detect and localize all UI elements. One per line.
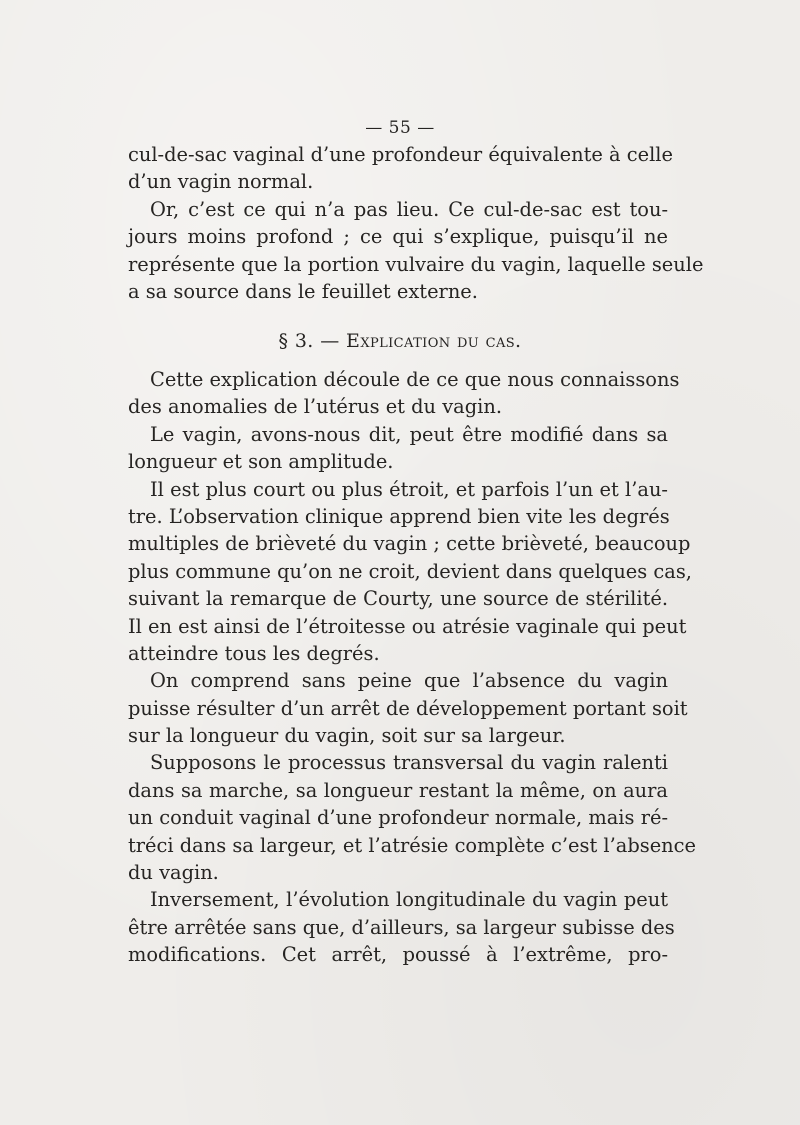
paragraph-block-main bbox=[128, 366, 697, 969]
text-line: cul-de-sac vaginal d’une profondeur équivalente à celle bbox=[128, 143, 673, 166]
text-line: Inversement, l’évolution longitudinale du vagin peut bbox=[150, 888, 668, 912]
text-line: plus commune qu’on ne croit, devient dans quelques cas, bbox=[128, 559, 692, 583]
section-number: § 3. — bbox=[278, 330, 340, 352]
text-line: jours moins profond ; ce qui s’explique, puisqu’il ne bbox=[128, 225, 668, 249]
text-line: multiples de brièveté du vagin ; cette brièveté, beaucoup bbox=[128, 532, 691, 556]
paragraph-block-top bbox=[128, 141, 704, 305]
text-line: tréci dans sa largeur, et l’atrésie complète c’est l’absence bbox=[128, 833, 697, 857]
text-line: être arrêtée sans que, d’ailleurs, sa largeur subisse des bbox=[128, 915, 675, 939]
section-heading bbox=[0, 330, 800, 352]
text-line: Il est plus court ou plus étroit, et parfois l’un et l’au- bbox=[150, 477, 668, 501]
text-line: dans sa marche, sa longueur restant la même, on aura bbox=[128, 778, 668, 802]
text-line: tre. L’observation clinique apprend bien vite les degrés bbox=[128, 504, 670, 528]
text-line: Le vagin, avons-nous dit, peut être modifié dans sa bbox=[150, 422, 668, 446]
text-line: sur la longueur du vagin, soit sur sa largeur. bbox=[128, 724, 566, 748]
section-title: Explication du cas. bbox=[346, 330, 522, 352]
text-line: a sa source dans le feuillet externe. bbox=[128, 279, 478, 303]
text-line: atteindre tous les degrés. bbox=[128, 641, 380, 665]
text-line: On comprend sans peine que l’absence du vagin bbox=[150, 669, 668, 693]
text-line: du vagin. bbox=[128, 861, 219, 885]
text-line: représente que la portion vulvaire du vagin, laquelle seule bbox=[128, 252, 704, 276]
text-line: Il en est ainsi de l’étroitesse ou atrésie vaginale qui peut bbox=[128, 614, 687, 638]
text-line: des anomalies de l’utérus et du vagin. bbox=[128, 395, 502, 419]
text-line: Or, c’est ce qui n’a pas lieu. Ce cul-de-sac est tou- bbox=[150, 197, 668, 221]
text-line: modifications. Cet arrêt, poussé à l’extrême, pro- bbox=[128, 943, 668, 967]
text-line: d’un vagin normal. bbox=[128, 170, 314, 194]
text-line: Supposons le processus transversal du vagin ralenti bbox=[150, 751, 668, 775]
text-line: puisse résulter d’un arrêt de développement portant soit bbox=[128, 696, 688, 720]
text-line: longueur et son amplitude. bbox=[128, 450, 394, 474]
page-number: — 55 — bbox=[365, 118, 435, 138]
text-line: suivant la remarque de Courty, une source de stérilité. bbox=[128, 587, 668, 611]
text-line: Cette explication découle de ce que nous connaissons bbox=[150, 368, 680, 391]
text-line: un conduit vaginal d’une profondeur normale, mais ré- bbox=[128, 806, 668, 830]
